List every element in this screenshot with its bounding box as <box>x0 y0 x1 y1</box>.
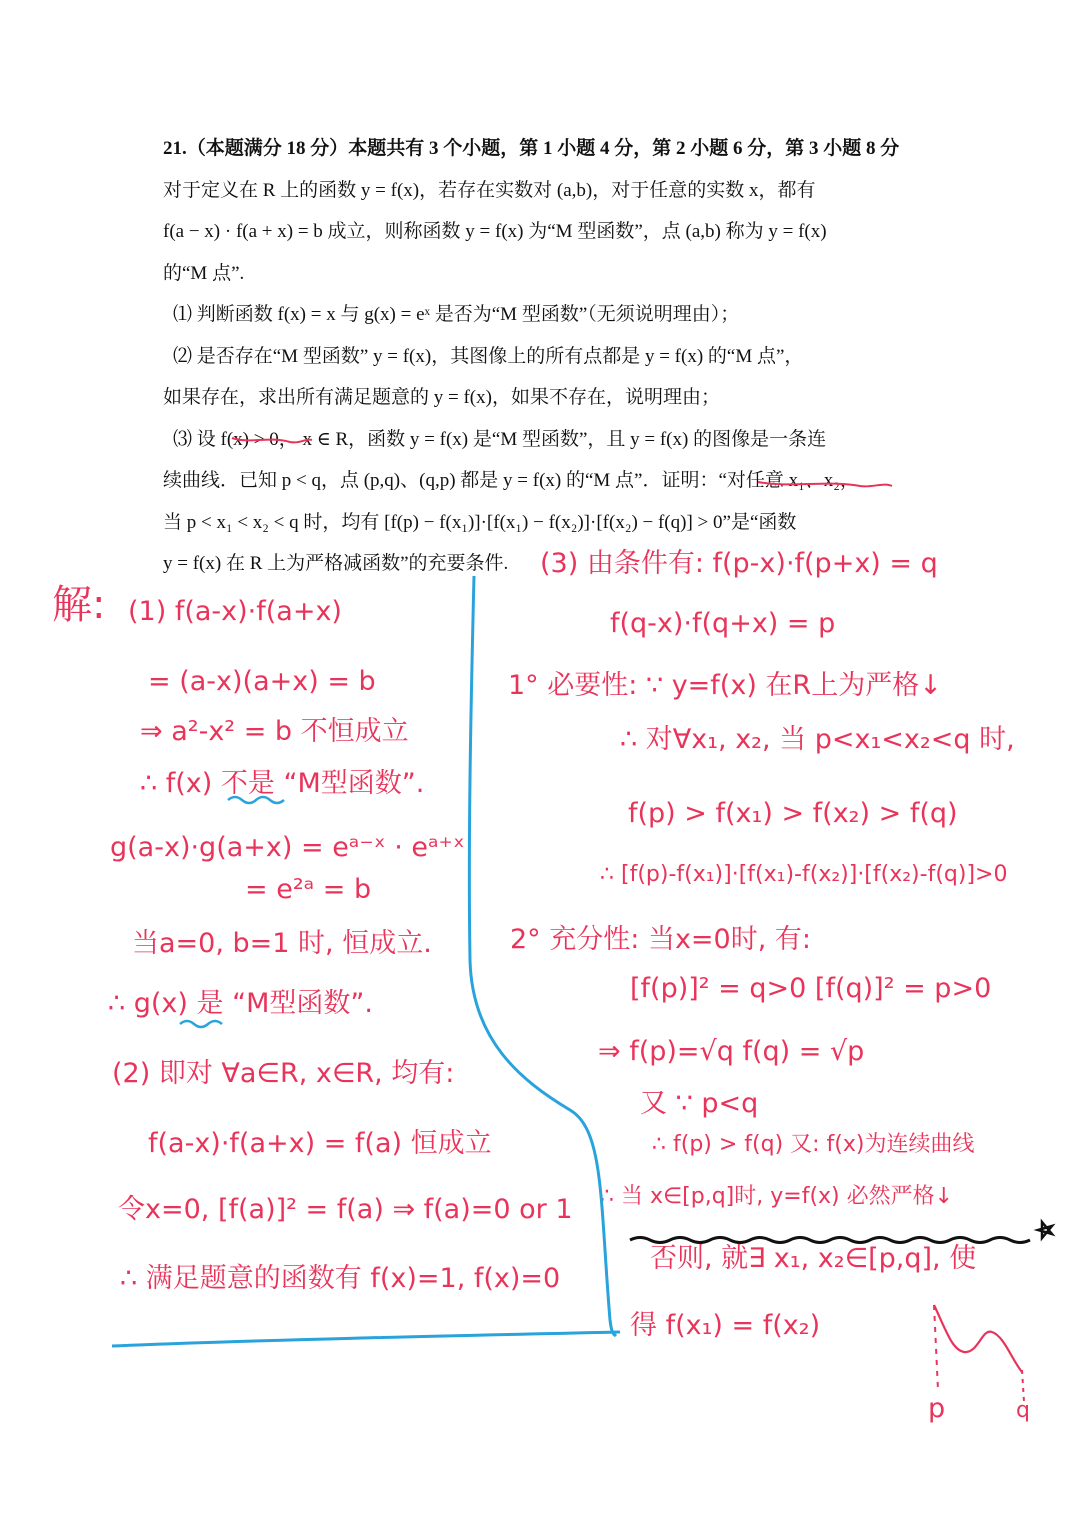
hw-right-line-1: (3) 由条件有: f(p-x)·f(p+x) = q <box>540 548 938 579</box>
question-2-line-2: 如果存在，求出所有满足题意的 y = f(x)，如果不存在，说明理由； <box>163 387 720 408</box>
hw-left-line-8: ∴ g(x) 是 “M型函数”. <box>108 988 373 1019</box>
hw-left-line-7: 当a=0, b=1 时, 恒成立. <box>132 928 432 959</box>
sketch-curve <box>934 1305 1022 1372</box>
wavy-underline-is <box>180 1021 222 1027</box>
hw-right-line-8: [f(p)]² = q>0 [f(q)]² = p>0 <box>630 973 992 1004</box>
left-bottom-line <box>112 1332 620 1346</box>
hw-right-line-2: f(q-x)·f(q+x) = p <box>610 608 836 639</box>
hw-left-line-5: g(a-x)·g(a+x) = eᵃ⁻ˣ · eᵃ⁺ˣ <box>110 832 465 863</box>
answer-label: 解: <box>52 582 106 628</box>
question-3-line-2: 续曲线．已知 p < q，点 (p,q)、(q,p) 都是 y = f(x) 的“M 点”．证明：“对任意 x₁、x₂， <box>163 470 859 491</box>
hw-right-line-7: 2° 充分性: 当x=0时, 有: <box>510 924 811 955</box>
question-3-line-3: 当 p < x₁ < x₂ < q 时，均有 [f(p) − f(x₁)]·[f(x₁) − f(x₂)]·[f(x₂) − f(q)] > 0”是“函数 <box>163 511 797 533</box>
hw-left-line-9: (2) 即对 ∀a∈R, x∈R, 均有: <box>112 1058 455 1089</box>
hw-right-line-11: ∴ f(p) > f(q) 又: f(x)为连续曲线 <box>652 1132 975 1157</box>
problem-header: 21.（本题满分 18 分）本题共有 3 个小题，第 1 小题 4 分，第 2 小题 6 分，第 3 小题 8 分 <box>163 138 900 159</box>
hw-right-line-12: ∴ 当 x∈[p,q]时, y=f(x) 必然严格↓ <box>600 1184 954 1209</box>
hw-left-line-10: f(a-x)·f(a+x) = f(a) 恒成立 <box>148 1128 492 1159</box>
question-3-line-4: y = f(x) 在 R 上为严格减函数”的充要条件. <box>163 553 509 574</box>
hw-right-line-5: f(p) > f(x₁) > f(x₂) > f(q) <box>628 798 958 829</box>
hw-right-line-6: ∴ [f(p)-f(x₁)]·[f(x₁)-f(x₂)]·[f(x₂)-f(q)]>0 <box>600 862 1008 887</box>
hw-right-line-14: 得 f(x₁) = f(x₂) <box>630 1310 821 1341</box>
hw-left-line-4: ∴ f(x) 不是 “M型函数”. <box>140 768 425 799</box>
problem-line-1: 对于定义在 R 上的函数 y = f(x)，若存在实数对 (a,b)，对于任意的实数 x，都有 <box>163 179 816 201</box>
hw-left-line-1: (1) f(a-x)·f(a+x) <box>128 596 342 627</box>
problem-line-2: f(a − x) · f(a + x) = b 成立，则称函数 y = f(x) 为“M 型函数”，点 (a,b) 称为 y = f(x) <box>163 221 827 242</box>
sketch-label-q: q <box>1016 1398 1030 1423</box>
hw-right-line-13: 否则, 就∃ x₁, x₂∈[p,q], 使 <box>650 1243 977 1274</box>
problem-statement <box>163 128 903 585</box>
hw-left-line-2: = (a-x)(a+x) = b <box>148 666 376 697</box>
problem-line-3: 的“M 点”. <box>163 262 245 284</box>
question-2-line-1: ⑵ 是否存在“M 型函数” y = f(x)，其图像上的所有点都是 y = f(x) 的“M 点”， <box>173 345 804 367</box>
question-1: ⑴ 判断函数 f(x) = x 与 g(x) = eˣ 是否为“M 型函数”（无须说明理由）； <box>173 304 740 325</box>
hw-left-line-12: ∴ 满足题意的函数有 f(x)=1, f(x)=0 <box>120 1263 561 1294</box>
question-3-line-1: ⑶ 设 f(x) > 0， x ∈ R，函数 y = f(x) 是“M 型函数”，且 y = f(x) 的图像是一条连 <box>173 428 827 450</box>
star-mark <box>1038 1222 1052 1238</box>
hw-right-line-9: ⇒ f(p)=√q f(q) = √p <box>598 1036 865 1067</box>
hw-left-line-3: ⇒ a²-x² = b 不恒成立 <box>140 716 409 747</box>
black-wavy-separator <box>630 1238 1030 1243</box>
hw-right-line-3: 1° 必要性: ∵ y=f(x) 在R上为严格↓ <box>508 670 942 701</box>
hw-right-line-10: 又 ∵ p<q <box>640 1088 759 1119</box>
sketch-label-p: p <box>928 1393 946 1424</box>
sketch-dashed-left <box>934 1305 938 1390</box>
hw-left-line-6: = e²ᵃ = b <box>245 874 372 905</box>
hw-left-line-11: 令x=0, [f(a)]² = f(a) ⇒ f(a)=0 or 1 <box>118 1194 573 1225</box>
hw-right-line-4: ∴ 对∀x₁, x₂, 当 p<x₁<x₂<q 时, <box>620 724 1015 755</box>
